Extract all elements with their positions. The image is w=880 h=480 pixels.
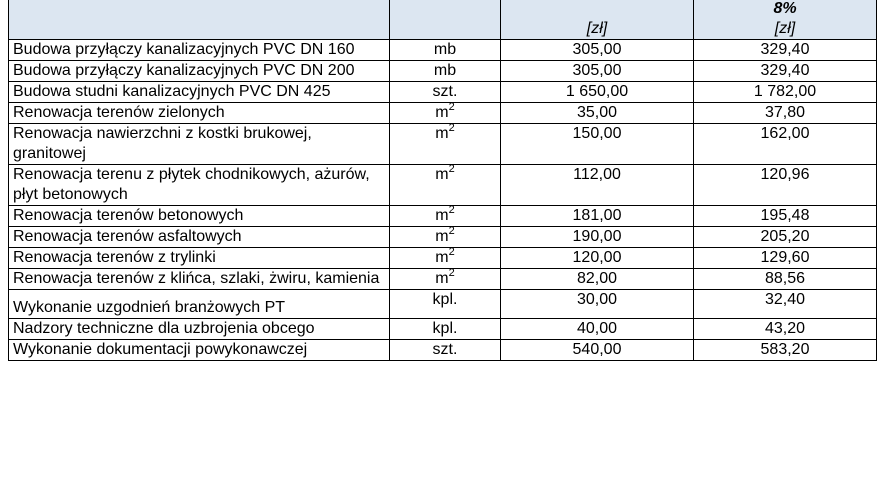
table-row — [9, 269, 877, 290]
table-row — [9, 61, 877, 82]
item-net-price: 1 650,00 — [501, 82, 694, 103]
unit-exponent: 2 — [448, 246, 455, 258]
unit-base: m — [435, 104, 449, 121]
item-unit: kpl. — [390, 290, 501, 319]
table-row — [9, 165, 877, 206]
item-unit — [390, 248, 501, 269]
item-name: Renowacja terenów z klińca, szlaki, żwiru, kamienia — [9, 269, 390, 290]
unit-exponent: 2 — [448, 225, 455, 237]
header-unit-cell — [390, 0, 501, 40]
item-net-price: 35,00 — [501, 103, 694, 124]
item-gross-price: 329,40 — [694, 61, 877, 82]
table-row — [9, 248, 877, 269]
item-net-price: 120,00 — [501, 248, 694, 269]
item-gross-price: 329,40 — [694, 40, 877, 61]
header-vat-percent: 8% — [773, 0, 797, 17]
item-unit — [390, 124, 501, 165]
table-row — [9, 82, 877, 103]
item-unit: szt. — [390, 82, 501, 103]
table-row — [9, 124, 877, 165]
unit-exponent: 2 — [448, 163, 455, 175]
item-net-price: 305,00 — [501, 40, 694, 61]
item-unit — [390, 165, 501, 206]
item-name: Renowacja terenów zielonych — [9, 103, 390, 124]
header-name-cell — [9, 0, 390, 40]
table-row — [9, 227, 877, 248]
unit-base: m — [435, 125, 449, 142]
table-row — [9, 290, 877, 319]
unit-base: m — [435, 166, 449, 183]
item-gross-price: 1 782,00 — [694, 82, 877, 103]
item-gross-price: 43,20 — [694, 319, 877, 340]
unit-exponent: 2 — [448, 101, 455, 113]
unit-base: m — [435, 270, 449, 287]
header-price-cell — [501, 0, 694, 40]
item-name: Renowacja terenów asfaltowych — [9, 227, 390, 248]
item-gross-price: 37,80 — [694, 103, 877, 124]
item-unit — [390, 206, 501, 227]
item-unit: kpl. — [390, 319, 501, 340]
item-net-price: 30,00 — [501, 290, 694, 319]
item-net-price: 40,00 — [501, 319, 694, 340]
item-name: Budowa studni kanalizacyjnych PVC DN 425 — [9, 82, 390, 103]
unit-exponent: 2 — [448, 122, 455, 134]
table-header-row — [9, 0, 877, 40]
item-gross-price: 583,20 — [694, 340, 877, 361]
item-unit: mb — [390, 61, 501, 82]
item-net-price: 150,00 — [501, 124, 694, 165]
header-gross-cell — [694, 0, 877, 40]
table-row — [9, 206, 877, 227]
item-unit: szt. — [390, 340, 501, 361]
header-gross-unit: [zł] — [774, 20, 796, 37]
item-net-price: 181,00 — [501, 206, 694, 227]
item-unit: mb — [390, 40, 501, 61]
item-gross-price: 120,96 — [694, 165, 877, 206]
item-name: Renowacja terenów betonowych — [9, 206, 390, 227]
item-net-price: 540,00 — [501, 340, 694, 361]
item-gross-price: 205,20 — [694, 227, 877, 248]
item-name: Renowacja nawierzchni z kostki brukowej, granitowej — [9, 124, 390, 165]
item-name: Budowa przyłączy kanalizacyjnych PVC DN 160 — [9, 40, 390, 61]
item-gross-price: 162,00 — [694, 124, 877, 165]
header-price-unit: [zł] — [586, 20, 608, 37]
item-name: Budowa przyłączy kanalizacyjnych PVC DN 200 — [9, 61, 390, 82]
unit-exponent: 2 — [448, 204, 455, 216]
item-gross-price: 88,56 — [694, 269, 877, 290]
item-net-price: 305,00 — [501, 61, 694, 82]
item-name: Renowacja terenu z płytek chodnikowych, ażurów, płyt betonowych — [9, 165, 390, 206]
item-name: Renowacja terenów z trylinki — [9, 248, 390, 269]
item-unit — [390, 227, 501, 248]
table-row — [9, 319, 877, 340]
table-row — [9, 40, 877, 61]
unit-base: m — [435, 249, 449, 266]
table-row — [9, 340, 877, 361]
item-gross-price: 195,48 — [694, 206, 877, 227]
item-net-price: 190,00 — [501, 227, 694, 248]
price-table — [8, 0, 877, 361]
item-name: Wykonanie dokumentacji powykonawczej — [9, 340, 390, 361]
item-net-price: 82,00 — [501, 269, 694, 290]
item-unit — [390, 103, 501, 124]
table-row — [9, 103, 877, 124]
item-unit — [390, 269, 501, 290]
item-gross-price: 129,60 — [694, 248, 877, 269]
unit-base: m — [435, 207, 449, 224]
item-net-price: 112,00 — [501, 165, 694, 206]
unit-base: m — [435, 228, 449, 245]
unit-exponent: 2 — [448, 267, 455, 279]
item-name: Wykonanie uzgodnień branżowych PT — [9, 290, 390, 319]
item-name: Nadzory techniczne dla uzbrojenia obcego — [9, 319, 390, 340]
item-gross-price: 32,40 — [694, 290, 877, 319]
